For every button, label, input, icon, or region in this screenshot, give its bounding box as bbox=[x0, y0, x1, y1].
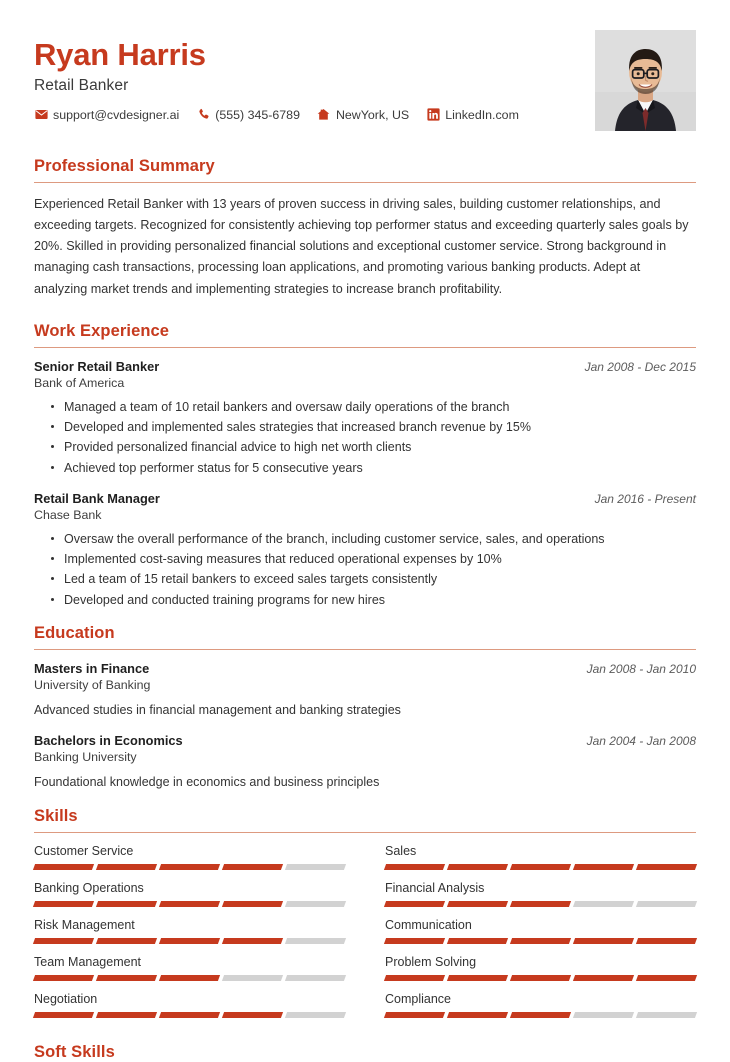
skill-level-segment bbox=[384, 864, 445, 870]
skill-name: Risk Management bbox=[34, 918, 135, 933]
entry-description: Advanced studies in financial management and banking strategies bbox=[34, 702, 401, 717]
skill-level-segment bbox=[96, 901, 157, 907]
skill-level-bar bbox=[385, 975, 696, 981]
skill-level-segment bbox=[96, 864, 157, 870]
skill-level-segment bbox=[222, 901, 283, 907]
skill-level-segment bbox=[573, 901, 634, 907]
contact-phone[interactable] bbox=[196, 108, 300, 122]
skill-level-segment bbox=[159, 901, 220, 907]
avatar bbox=[595, 30, 696, 131]
skill-level-segment bbox=[33, 864, 94, 870]
skill-name: Banking Operations bbox=[34, 881, 144, 896]
skill-level-segment bbox=[447, 1012, 508, 1018]
list-item: Developed and implemented sales strategies that increased branch revenue by 15% bbox=[51, 417, 696, 437]
skill-level-segment bbox=[510, 975, 571, 981]
skill-level-segment bbox=[510, 901, 571, 907]
contact-linkedin-label: LinkedIn.com bbox=[445, 107, 519, 122]
entry-title: Senior Retail Banker bbox=[34, 358, 160, 374]
skill-level-segment bbox=[636, 1012, 697, 1018]
section-skills bbox=[34, 807, 696, 1029]
avatar-illustration bbox=[595, 30, 696, 131]
list-item: Developed and conducted training programs for new hires bbox=[51, 590, 696, 610]
skill-level-bar bbox=[385, 938, 696, 944]
skill-name: Compliance bbox=[385, 992, 452, 1007]
list-item: Achieved top performer status for 5 consecutive years bbox=[51, 458, 696, 478]
resume-header bbox=[34, 30, 696, 131]
contact-phone-label: (555) 345-6789 bbox=[215, 107, 300, 122]
section-title-education: Education bbox=[34, 623, 115, 642]
skill-level-segment bbox=[447, 975, 508, 981]
contact-linkedin[interactable] bbox=[426, 108, 519, 122]
skill-level-segment bbox=[285, 901, 346, 907]
skill-item bbox=[385, 881, 696, 918]
skills-grid bbox=[34, 844, 696, 1029]
entry-organization: Chase Bank bbox=[34, 507, 102, 522]
section-education bbox=[34, 624, 696, 792]
entry-date: Jan 2016 - Present bbox=[594, 491, 696, 506]
skill-level-segment bbox=[285, 938, 346, 944]
skill-level-bar bbox=[385, 1012, 696, 1018]
skill-level-bar bbox=[34, 864, 345, 870]
linkedin-icon bbox=[426, 108, 440, 122]
skill-level-segment bbox=[636, 864, 697, 870]
skill-level-segment bbox=[159, 864, 220, 870]
entry-organization: Bank of America bbox=[34, 375, 125, 390]
skill-level-segment bbox=[285, 864, 346, 870]
skill-level-segment bbox=[573, 938, 634, 944]
skill-level-segment bbox=[33, 975, 94, 981]
list-item: Provided personalized financial advice to high net worth clients bbox=[51, 437, 696, 457]
skill-level-bar bbox=[34, 1012, 345, 1018]
experience-entry bbox=[34, 359, 696, 478]
skill-item bbox=[385, 992, 696, 1029]
skill-level-segment bbox=[636, 938, 697, 944]
skill-level-segment bbox=[384, 938, 445, 944]
section-title-summary: Professional Summary bbox=[34, 157, 215, 175]
skill-level-bar bbox=[34, 901, 345, 907]
header-identity bbox=[34, 30, 536, 122]
skill-item bbox=[34, 881, 345, 918]
skill-name: Sales bbox=[385, 844, 417, 859]
skill-item bbox=[385, 844, 696, 881]
job-title: Retail Banker bbox=[34, 76, 129, 94]
entry-header bbox=[34, 359, 696, 374]
section-professional-summary bbox=[34, 157, 696, 300]
skill-item bbox=[385, 955, 696, 992]
entry-title: Bachelors in Economics bbox=[34, 732, 183, 748]
entry-organization: University of Banking bbox=[34, 677, 151, 692]
skill-level-segment bbox=[636, 901, 697, 907]
skill-level-segment bbox=[96, 975, 157, 981]
skill-level-segment bbox=[159, 1012, 220, 1018]
skill-level-segment bbox=[33, 938, 94, 944]
skill-level-segment bbox=[636, 975, 697, 981]
skill-item bbox=[34, 844, 345, 881]
skill-level-segment bbox=[384, 901, 445, 907]
skill-level-bar bbox=[34, 938, 345, 944]
skill-name: Communication bbox=[385, 918, 472, 933]
contact-row bbox=[34, 108, 536, 122]
skill-level-segment bbox=[510, 938, 571, 944]
skill-level-segment bbox=[222, 938, 283, 944]
skill-level-segment bbox=[510, 864, 571, 870]
skill-level-bar bbox=[385, 901, 696, 907]
section-divider bbox=[34, 347, 696, 348]
skill-level-segment bbox=[285, 1012, 346, 1018]
skill-level-bar bbox=[34, 975, 345, 981]
skill-level-segment bbox=[573, 975, 634, 981]
entry-description: Foundational knowledge in economics and business principles bbox=[34, 774, 380, 789]
skill-item bbox=[34, 992, 345, 1029]
contact-email[interactable] bbox=[34, 108, 179, 122]
section-title-skills: Skills bbox=[34, 807, 78, 826]
entry-header bbox=[34, 733, 696, 748]
section-divider bbox=[34, 182, 696, 183]
skill-level-segment bbox=[573, 864, 634, 870]
entry-date: Jan 2008 - Dec 2015 bbox=[584, 359, 696, 374]
list-item: Led a team of 15 retail bankers to exceed sales targets consistently bbox=[51, 569, 696, 589]
entry-date: Jan 2008 - Jan 2010 bbox=[586, 661, 696, 676]
skill-level-segment bbox=[447, 901, 508, 907]
entry-header bbox=[34, 491, 696, 506]
skill-level-segment bbox=[96, 1012, 157, 1018]
skill-name: Team Management bbox=[34, 955, 142, 970]
entry-date: Jan 2004 - Jan 2008 bbox=[586, 733, 696, 748]
skill-level-segment bbox=[222, 864, 283, 870]
entry-bullet-list bbox=[51, 529, 696, 610]
skill-level-segment bbox=[159, 938, 220, 944]
entry-header bbox=[34, 661, 696, 676]
summary-text: Experienced Retail Banker with 13 years of proven success in driving sales, building customer relationships, and exceeding targets. Recognized for consistently achieving top performer status and exceeding quarterly sales goals by 20%. Skilled in providing personalized financial solutions and exceptional customer service. Strong background in managing cash transactions, processing loan applications, and promoting various banking products. Adept at analyzing market trends and implementing strategies to increase branch profitability. bbox=[34, 197, 689, 296]
page-title: Ryan Harris bbox=[34, 37, 206, 72]
entry-bullet-list bbox=[51, 397, 696, 478]
home-icon bbox=[317, 108, 331, 122]
skill-level-segment bbox=[447, 864, 508, 870]
skill-item bbox=[34, 918, 345, 955]
list-item: Oversaw the overall performance of the branch, including customer service, sales, and operations bbox=[51, 529, 696, 549]
education-entry bbox=[34, 661, 696, 720]
skill-level-bar bbox=[385, 864, 696, 870]
skill-level-segment bbox=[33, 901, 94, 907]
skill-item bbox=[385, 918, 696, 955]
list-item: Implemented cost-saving measures that reduced operational expenses by 10% bbox=[51, 549, 696, 569]
skill-level-segment bbox=[573, 1012, 634, 1018]
skill-level-segment bbox=[447, 938, 508, 944]
entry-title: Retail Bank Manager bbox=[34, 490, 160, 506]
entry-title: Masters in Finance bbox=[34, 660, 150, 676]
skill-name: Financial Analysis bbox=[385, 881, 485, 896]
envelope-icon bbox=[34, 108, 48, 122]
education-entry bbox=[34, 733, 696, 792]
skill-level-segment bbox=[384, 975, 445, 981]
skill-name: Customer Service bbox=[34, 844, 134, 859]
skill-item bbox=[34, 955, 345, 992]
section-divider bbox=[34, 832, 696, 833]
skill-level-segment bbox=[510, 1012, 571, 1018]
section-title-experience: Work Experience bbox=[34, 321, 170, 340]
skill-name: Problem Solving bbox=[385, 955, 477, 970]
section-soft-skills bbox=[34, 1043, 696, 1062]
experience-entry bbox=[34, 491, 696, 610]
list-item: Managed a team of 10 retail bankers and oversaw daily operations of the branch bbox=[51, 397, 696, 417]
contact-location-label: NewYork, US bbox=[335, 107, 410, 122]
skill-level-segment bbox=[33, 1012, 94, 1018]
skill-level-segment bbox=[222, 975, 283, 981]
skill-name: Negotiation bbox=[34, 992, 98, 1007]
skill-level-segment bbox=[159, 975, 220, 981]
section-divider bbox=[34, 649, 696, 650]
entry-organization: Banking University bbox=[34, 749, 137, 764]
section-title-soft-skills: Soft Skills bbox=[34, 1043, 115, 1062]
section-work-experience bbox=[34, 322, 696, 610]
skill-level-segment bbox=[96, 938, 157, 944]
contact-email-label: support@cvdesigner.ai bbox=[53, 107, 180, 122]
contact-location[interactable] bbox=[317, 108, 409, 122]
skill-level-segment bbox=[384, 1012, 445, 1018]
skill-level-segment bbox=[285, 975, 346, 981]
phone-icon bbox=[196, 108, 210, 122]
skill-level-segment bbox=[222, 1012, 283, 1018]
